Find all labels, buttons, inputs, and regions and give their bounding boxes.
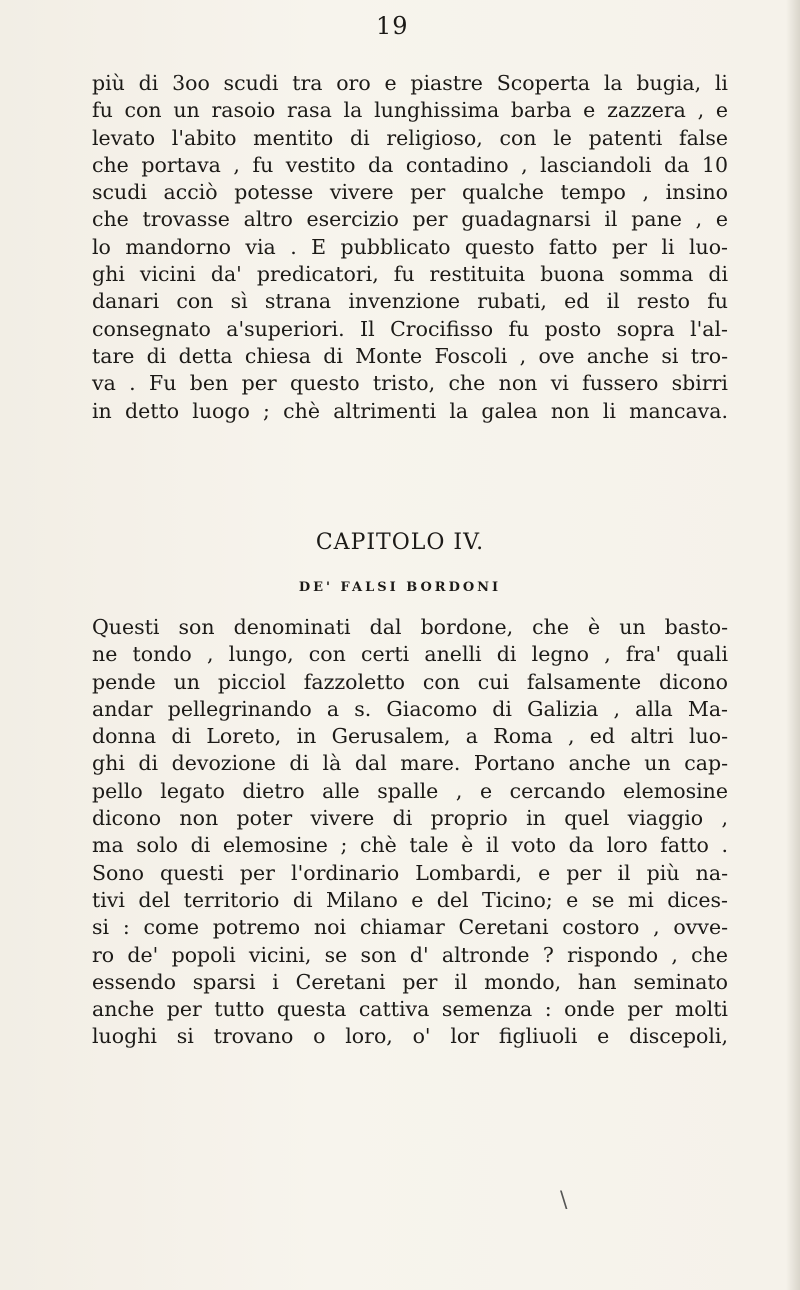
- text-line: andar pellegrinando a s. Giacomo di Galizia , alla Ma-: [92, 696, 728, 721]
- paragraph-1: [92, 70, 728, 425]
- paragraph-2: [92, 614, 728, 1051]
- text-line: ro de' popoli vicini, se son d' altronde ? rispondo , che: [92, 942, 728, 967]
- chapter-title: CAPITOLO IV.: [315, 530, 485, 555]
- text-line: va . Fu ben per questo tristo, che non vi fussero sbirri: [92, 371, 728, 396]
- text-line: pende un picciol fazzoletto con cui falsamente dicono: [92, 669, 728, 694]
- text-line: più di 3oo scudi tra oro e piastre Scoperta la bugia, li: [92, 71, 728, 95]
- text-line: scudi acciò potesse vivere per qualche tempo , insino: [92, 180, 728, 205]
- text-line: dicono non poter vivere di proprio in quel viaggio ,: [92, 806, 728, 831]
- text-line: fu con un rasoio rasa la lunghissima barba e zazzera , e: [92, 98, 728, 123]
- page-number: 19: [376, 12, 409, 40]
- text-line: ma solo di elemosine ; chè tale è il voto da loro fatto .: [92, 833, 728, 858]
- text-line: tivi del territorio di Milano e del Ticino; e se mi dices-: [92, 887, 728, 912]
- text-line: che trovasse altro esercizio per guadagnarsi il pane , e: [92, 207, 728, 232]
- text-line: luoghi si trovano o loro, o' lor figliuoli e discepoli,: [92, 1024, 728, 1049]
- text-line: anche per tutto questa cattiva semenza : onde per molti: [92, 997, 728, 1022]
- text-line: ghi di devozione di là dal mare. Portano anche un cap-: [92, 751, 728, 776]
- chapter-subtitle: DE' FALSI BORDONI: [298, 580, 502, 595]
- text-line: levato l'abito mentito di religioso, con le patenti false: [92, 125, 728, 150]
- text-line: danari con sì strana invenzione rubati, ed il resto fu: [92, 289, 728, 314]
- text-line: ne tondo , lungo, con certi anelli di legno , fra' quali: [92, 642, 728, 667]
- text-line: si : come potremo noi chiamar Ceretani costoro , ovve-: [92, 915, 728, 940]
- text-line: in detto luogo ; chè altrimenti la galea non li mancava.: [92, 398, 728, 423]
- text-line: Questi son denominati dal bordone, che è un basto-: [92, 615, 728, 639]
- text-line: lo mandorno via . E pubblicato questo fatto per li luo-: [92, 234, 728, 259]
- text-line: essendo sparsi i Ceretani per il mondo, han seminato: [92, 969, 728, 994]
- text-line: Sono questi per l'ordinario Lombardi, e per il più na-: [92, 860, 728, 885]
- text-line: donna di Loreto, in Gerusalem, a Roma , ed altri luo-: [92, 724, 728, 749]
- text-line: che portava , fu vestito da contadino , lasciandoli da 10: [92, 152, 728, 177]
- text-line: consegnato a'superiori. Il Crocifisso fu posto sopra l'al-: [92, 316, 728, 341]
- text-line: pello legato dietro alle spalle , e cercando elemosine: [92, 778, 728, 803]
- page-edge-shadow: [786, 0, 800, 1290]
- text-line: ghi vicini da' predicatori, fu restituita buona somma di: [92, 262, 728, 287]
- stray-ink-mark: \: [560, 1188, 568, 1213]
- text-line: tare di detta chiesa di Monte Foscoli , ove anche si tro-: [92, 343, 728, 368]
